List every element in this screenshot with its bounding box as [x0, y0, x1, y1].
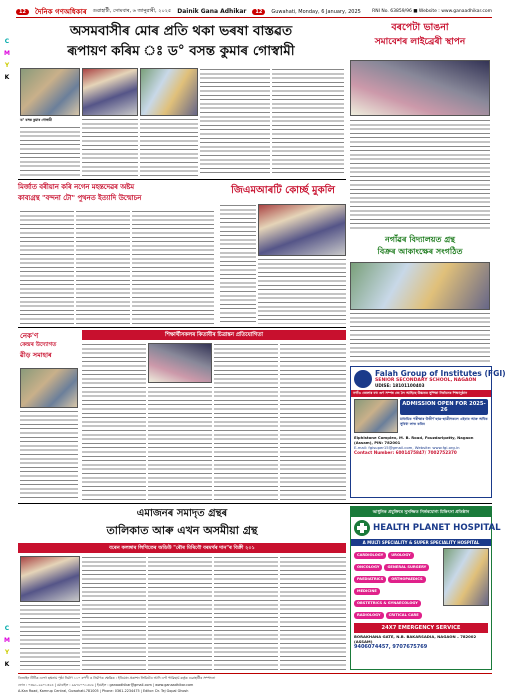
lead-headline-line2: ৰূপায়ণ কৰিম ঃ ড° বসন্ত কুমাৰ গোস্বামী [67, 43, 295, 59]
hospital-service-tag: GENERAL SURGERY [384, 564, 429, 571]
center-lower-text-col1 [82, 343, 146, 500]
center-mid-text-col1 [220, 204, 256, 324]
lead-photo-caption: ড° বসন্ত কুমাৰ গোস্বামী [20, 118, 52, 122]
left-small-text [20, 410, 78, 500]
fgi-ad [350, 366, 506, 498]
footer-line1: ডিজাইন টিটিক এলগ ছদ্মনাম পৃষ্ঠা নিৰ্মাণ ১১০ ৰপণী ও নিৰ্মাণক ক্ষেত্ৰিক : ইণ্ডিয়ান প্ৰকাশন লিমিটেড আদি এণ্ট পাব্লিছাৰ্চ কৰ্তৃক গুৱাহাটীৰ সম্পাদনা [18, 676, 216, 680]
lead-text-col5 [272, 68, 344, 176]
left-small-headline-line1: নেক'ণ [20, 331, 39, 340]
masthead-logo: দৈনিক গণঅধিকাৰ [34, 7, 87, 16]
hospital-banner-as: আধুনিক প্ৰযুক্তিৰে সুসজ্জিত নিৰ্ভৰযোগ্য চিকিৎসা প্ৰতিষ্ঠান [351, 507, 491, 517]
center-lower-photo [148, 343, 212, 383]
hospital-name: HEALTH PLANET HOSPITAL [373, 523, 501, 533]
center-mid-headline-box [220, 182, 346, 202]
bottom-left-text-col3 [148, 556, 212, 670]
left-mid-headline [18, 182, 218, 208]
bottom-left-text-col5 [280, 556, 346, 670]
paper-name: Dainik Gana Adhikar [177, 8, 247, 15]
center-mid-headline: জিএমআৰটি কোৰ্চ্ছ মুকলি [231, 185, 335, 196]
fgi-subtitle: SENIOR SECONDARY SCHOOL, NAGAON [375, 378, 477, 383]
hospital-service-tag: CRITICAL CARE [386, 612, 422, 619]
hospital-service-tag: ONCOLOGY [354, 564, 382, 571]
hospital-service-tag: ORTHOPAEDICS [388, 576, 425, 583]
lead-photo-1 [20, 68, 80, 116]
divider-lead [18, 179, 346, 180]
hospital-service-tag: PAEDIATRICS [354, 576, 386, 583]
right-mid-headline [350, 233, 490, 259]
fgi-students-photo [354, 399, 398, 433]
hospital-emergency: 24X7 EMERGENCY SERVICE [354, 623, 488, 633]
bottom-left-photo [20, 556, 80, 602]
right-mid-photo [350, 262, 490, 310]
center-mid-text-col2 [258, 258, 346, 324]
fgi-udise: UDISE: 18101100403 [375, 383, 425, 388]
footer-rule [18, 673, 492, 674]
left-mid-text-col2 [76, 210, 130, 325]
bottom-left-headline-line2: তালিকাত আৰু এখন অসমীয়া গ্ৰন্থ [106, 524, 258, 537]
lead-headline-line1: অসমবাসীৰ মোৰ প্ৰতি থকা ভৰষা বাস্তৱত [69, 23, 293, 39]
hospital-address: BORAKHANA GATE, N.B. BAKARSADIA, NAGAON – 782002 (ASSAM) [354, 634, 477, 644]
page-number-right: 12 [252, 9, 265, 15]
center-lower-text-col4 [280, 343, 346, 500]
cmyk-mark-m-bottom: M [4, 637, 10, 644]
hospital-service-tag: MEDICINE [354, 588, 380, 595]
right-top-headline-line1: বৰপেটা ভাঙনা [391, 22, 449, 33]
fgi-logo-icon [354, 370, 372, 388]
fgi-address: Elphistone Complex, M. B. Road, Fouzdaripatty, Nagaon (Assam), PIN: 782001 [354, 435, 474, 445]
page-number-left: 12 [16, 9, 29, 15]
divider-mid [18, 327, 346, 328]
fgi-admission-banner: ADMISSION OPEN FOR 2025-26 [400, 399, 488, 415]
right-mid-headline-line2: বিক্ৰৰ আকাংক্ষেৰ সংগঠিত [377, 246, 463, 256]
fgi-email: E-mail: fgisuper15@gmail.com, Website: www.fgi.org.in [354, 445, 460, 450]
hospital-service-tag: UROLOGY [388, 552, 413, 559]
date-assamese: গুৱাহাটী, সোমবাৰ, ৬ জানুৱাৰী, ২০২৫ [92, 7, 172, 14]
lead-text-col4 [200, 68, 270, 176]
footer [18, 675, 492, 697]
page-header [16, 6, 492, 18]
bottom-left-headline-line1: এমাজনৰ সমাদৃত গ্ৰন্থৰ [136, 508, 228, 519]
right-mid-text [350, 312, 490, 364]
left-small-photo [20, 368, 78, 408]
hospital-service-tag: RADIOLOGY [354, 612, 384, 619]
left-small-headline-line2: কেন্দ্ৰৰ উদ্যোগত [20, 342, 57, 348]
left-mid-headline-line2: কাব্যগ্ৰন্থ "বন্দনা টো" পুথনত ইত্যাদি উন্মোচন [18, 194, 142, 202]
footer-line2: ফোন : ০৩৬১-২৬০১৩২৪ | মোবাইল : ৯৬৭৮০৭১৫৮৬ | ইমেইল : ganaadhikar@gmail.com | www.ganaadhikar.com [18, 682, 194, 687]
left-mid-headline-line1: মিৰ্জাত বৰীয়ান কৰি নগেন মহন্তদেৱৰ অষ্টম [18, 183, 134, 191]
cmyk-mark-k-bottom: K [4, 661, 10, 668]
left-small-headline-line3: ৱীড় সমাহাৰ [20, 351, 52, 359]
left-small-headline [20, 330, 80, 366]
bottom-left-text-col4 [214, 556, 278, 670]
right-top-headline-line2: সমাবেশৰ লাইব্ৰেৰী স্থাপন [374, 37, 466, 47]
hospital-phone: 9406074457, 9707675769 [354, 644, 428, 650]
date-english: Guwahati, Monday, 6 January, 2025 [271, 8, 361, 15]
lead-text-col3 [140, 118, 198, 176]
cmyk-mark-m: M [4, 50, 10, 57]
hospital-building-photo [443, 548, 489, 606]
hospital-ad [350, 506, 501, 670]
bottom-left-text-col2 [82, 556, 146, 670]
cmyk-mark-y-bottom: Y [4, 649, 10, 656]
right-mid-headline-line1: নগাঁৱৰ বিদ্যালয়ত গ্ৰন্থ [384, 234, 456, 244]
cmyk-mark-k: K [4, 74, 10, 81]
lead-photo-2 [82, 68, 138, 116]
cmyk-mark-c: C [4, 38, 10, 45]
right-top-headline [348, 21, 492, 65]
fgi-title: Falah Group of Institutes (FGI) [375, 369, 506, 378]
fgi-banner-as: নগাঁও জেলাৰ বহু গুণ সম্পন্ন জে লৈ আহিছে উচ্চতৰ সুশিক্ষা নিৰ্বাচনৰ শিক্ষানুষ্ঠান [351, 390, 491, 397]
fgi-contact: Contact Number: 6001475847/ 7002752370 [354, 450, 457, 455]
lead-headline [18, 21, 344, 65]
center-lower-headline: শিক্ষাৰ্থীসকলৰ কিতাবীৰ চিত্ৰাঙ্কন প্ৰতিযোগিতা [82, 330, 346, 340]
right-top-text [350, 119, 490, 229]
left-mid-text-col1 [20, 210, 74, 325]
rni-website: RNI No. 63859/96 ■ Website : www.ganaadhikar.com [372, 9, 492, 14]
bottom-left-strip: বৰেন কলঙ্গাৰ লিখিতেৰ অডিউ "ৰৌৰ মিৰিবৌ বৰমৰ্থৰ দান"ৰ বিক্ৰী ২০১ [18, 543, 346, 553]
center-lower-text-col2 [148, 386, 212, 500]
hospital-subtitle: A MULTI SPECIALITY & SUPER SPECIALITY HOSPITAL [351, 539, 491, 546]
lead-text-col1 [20, 126, 80, 176]
right-top-photo [350, 60, 490, 116]
lead-text-col2 [82, 118, 138, 176]
hospital-logo-icon [354, 520, 370, 536]
hospital-services [353, 548, 441, 620]
cmyk-mark-y: Y [4, 62, 10, 69]
center-mid-photo [258, 204, 346, 256]
center-lower-text-col3 [214, 343, 278, 500]
fgi-tagline-as: মাধ্যমিক পৰীক্ষাৰ উত্তীৰ্ণ ছাত্ৰ-ছাত্ৰীসকলে এইবাৰ আৰু অধিক সুবিধা লাভ কৰিব [400, 417, 488, 426]
cmyk-mark-c-bottom: C [4, 625, 10, 632]
hospital-service-tag: CARDIOLOGY [354, 552, 386, 559]
footer-line3: A-Kan Road, Kamrup Central, Guwahati-781005 | Phone: 0361-2234475 | Editor: Dr. Tej Gopal Ghosh [18, 689, 189, 693]
left-mid-text-col3 [132, 210, 214, 325]
bottom-left-headline [18, 506, 346, 542]
divider-lower [18, 503, 492, 504]
bottom-left-text-col1 [20, 604, 80, 670]
hospital-service-tag: OBSTETRICS & GYNAECOLOGY [354, 600, 421, 607]
lead-photo-3 [140, 68, 198, 116]
